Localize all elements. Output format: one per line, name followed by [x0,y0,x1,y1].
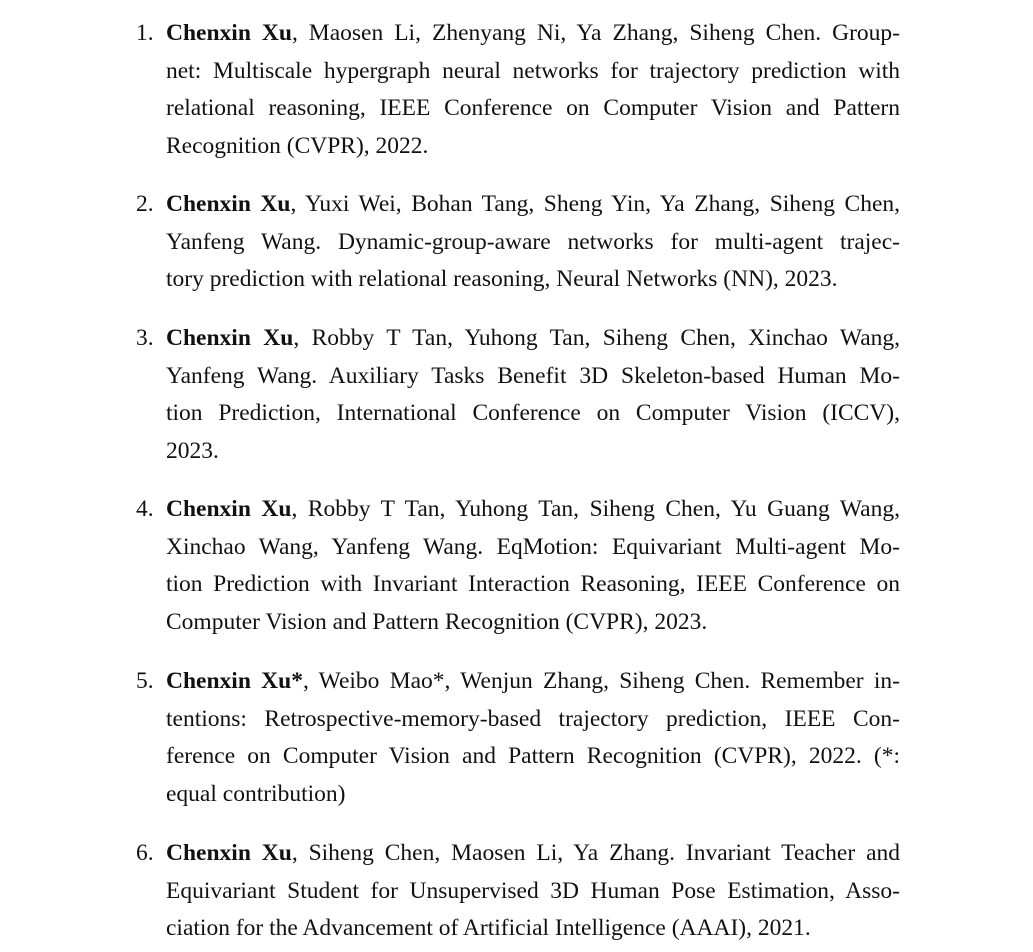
citation-line [166,491,900,529]
item-number: 5. [136,668,154,694]
citation-text: , Robby T Tan, Yuhong Tan, Siheng Chen, Yu Guang Wang, [291,496,900,522]
author-name: Chenxin Xu [166,840,292,866]
citation-line: ference on Computer Vision and Pattern Recognition (CVPR), 2022. (*: [166,743,900,770]
citation-line: tory prediction with relational reasoning, Neural Networks (NN), 2023. [166,266,838,293]
citation-line: Xinchao Wang, Yanfeng Wang. EqMotion: Equivariant Multi-agent Mo- [166,533,900,560]
item-number: 4. [136,496,154,522]
citation-line [166,835,900,873]
item-number: 3. [136,325,154,351]
citation-line: ciation for the Advancement of Artificial Intelligence (AAAI), 2021. [166,915,811,942]
citation-text: , Siheng Chen, Maosen Li, Ya Zhang. Invariant Teacher and [291,840,901,866]
author-name: Chenxin Xu [166,325,294,351]
citation-line [166,320,900,358]
citation-line: Recognition (CVPR), 2022. [166,133,429,160]
citation-line: relational reasoning, IEEE Conference on Computer Vision and Pattern [166,95,900,122]
item-number: 6. [136,840,154,866]
citation-line: 2023. [166,438,219,465]
author-name: Chenxin Xu [166,496,292,522]
citation-text: , Maosen Li, Zhenyang Ni, Ya Zhang, Siheng Chen. Group- [291,20,900,46]
author-name: Chenxin Xu* [166,668,303,694]
item-number: 1. [136,20,154,46]
citation-line: equal contribution) [166,781,346,808]
citation-line [166,663,900,701]
citation-text: , Yuxi Wei, Bohan Tang, Sheng Yin, Ya Zhang, Siheng Chen, [290,191,901,217]
citation-line [166,15,900,53]
author-name: Chenxin Xu [166,20,292,46]
citation-line: Equivariant Student for Unsupervised 3D Human Pose Estimation, Asso- [166,877,900,904]
citation-line: tentions: Retrospective-memory-based trajectory prediction, IEEE Con- [166,705,900,732]
citation-line: tion Prediction with Invariant Interaction Reasoning, IEEE Conference on [166,571,900,598]
citation-text: , Robby T Tan, Yuhong Tan, Siheng Chen, Xinchao Wang, [293,325,900,351]
citation-line: tion Prediction, International Conference on Computer Vision (ICCV), [166,400,900,427]
citation-line: net: Multiscale hypergraph neural networks for trajectory prediction with [166,57,900,84]
citation-line: Yanfeng Wang. Auxiliary Tasks Benefit 3D Skeleton-based Human Mo- [166,362,900,389]
citation-line [166,186,900,224]
item-number: 2. [136,191,154,217]
citation-line: Computer Vision and Pattern Recognition (CVPR), 2023. [166,609,708,636]
citation-text: , Weibo Mao*, Wenjun Zhang, Siheng Chen. Remember in- [302,668,900,694]
citation-line: Yanfeng Wang. Dynamic-group-aware networks for multi-agent trajec- [166,228,900,255]
author-name: Chenxin Xu [166,191,291,217]
